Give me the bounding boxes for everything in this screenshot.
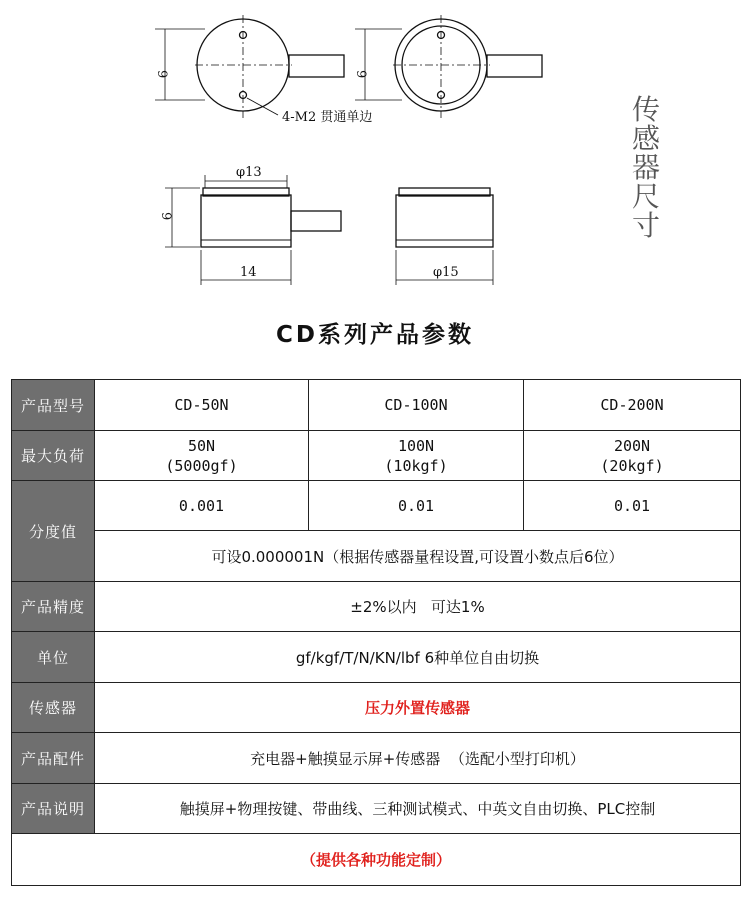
spec-table: [11, 379, 741, 886]
table-row-sensor: [12, 683, 741, 733]
row-label-model: 产品型号: [12, 380, 95, 431]
front-right-diameter-label: φ15: [433, 265, 459, 280]
row-label-max-load: 最大负荷: [12, 431, 95, 481]
model-cd-200n: CD-200N: [524, 380, 741, 431]
top-view-height-label: 9: [154, 70, 169, 79]
row-label-division: 分度值: [12, 481, 95, 582]
max-load-200n: 200N (20kgf): [524, 431, 741, 481]
top-view-left: [155, 15, 344, 118]
page-title: CD系列产品参数: [276, 322, 474, 348]
unit-value: gf/kgf/T/N/KN/lbf 6种单位自由切换: [95, 632, 741, 683]
hole-annotation: 4-M2 贯通单边: [282, 110, 373, 125]
sensor-value: 压力外置传感器: [95, 683, 741, 733]
table-row-description: [12, 784, 741, 834]
row-label-sensor: 传感器: [12, 683, 95, 733]
division-note: 可设0.000001N（根据传感器量程设置,可设置小数点后6位）: [95, 531, 741, 582]
table-row-accuracy: [12, 582, 741, 632]
model-cd-50n: CD-50N: [95, 380, 309, 431]
table-row-accessories: [12, 733, 741, 784]
table-row-footer: [12, 834, 741, 886]
max-load-100n: 100N (10kgf): [309, 431, 524, 481]
max-load-50n: 50N (5000gf): [95, 431, 309, 481]
model-cd-100n: CD-100N: [309, 380, 524, 431]
division-100n: 0.01: [309, 481, 524, 531]
table-row-division-note: [12, 531, 741, 582]
description-value: 触摸屏+物理按键、带曲线、三种测试模式、中英文自由切换、PLC控制: [95, 784, 741, 834]
row-label-description: 产品说明: [12, 784, 95, 834]
accuracy-value: ±2%以内 可达1%: [95, 582, 741, 632]
division-200n: 0.01: [524, 481, 741, 531]
top-view-right-height-label: 9: [353, 70, 368, 79]
row-label-accuracy: 产品精度: [12, 582, 95, 632]
division-50n: 0.001: [95, 481, 309, 531]
front-diameter-label: φ13: [236, 165, 262, 180]
table-row-max-load: [12, 431, 741, 481]
row-label-unit: 单位: [12, 632, 95, 683]
accessories-value: 充电器+触摸显示屏+传感器 （选配小型打印机）: [95, 733, 741, 784]
front-height-label: 9: [158, 212, 173, 221]
table-row-model: [12, 380, 741, 431]
table-row-unit: [12, 632, 741, 683]
side-title: 传 感 器 尺 寸: [631, 93, 660, 242]
custom-function-note: （提供各种功能定制）: [12, 834, 741, 886]
table-row-division: [12, 481, 741, 531]
row-label-accessories: 产品配件: [12, 733, 95, 784]
front-length-label: 14: [240, 265, 257, 280]
top-view-right: [355, 15, 542, 118]
